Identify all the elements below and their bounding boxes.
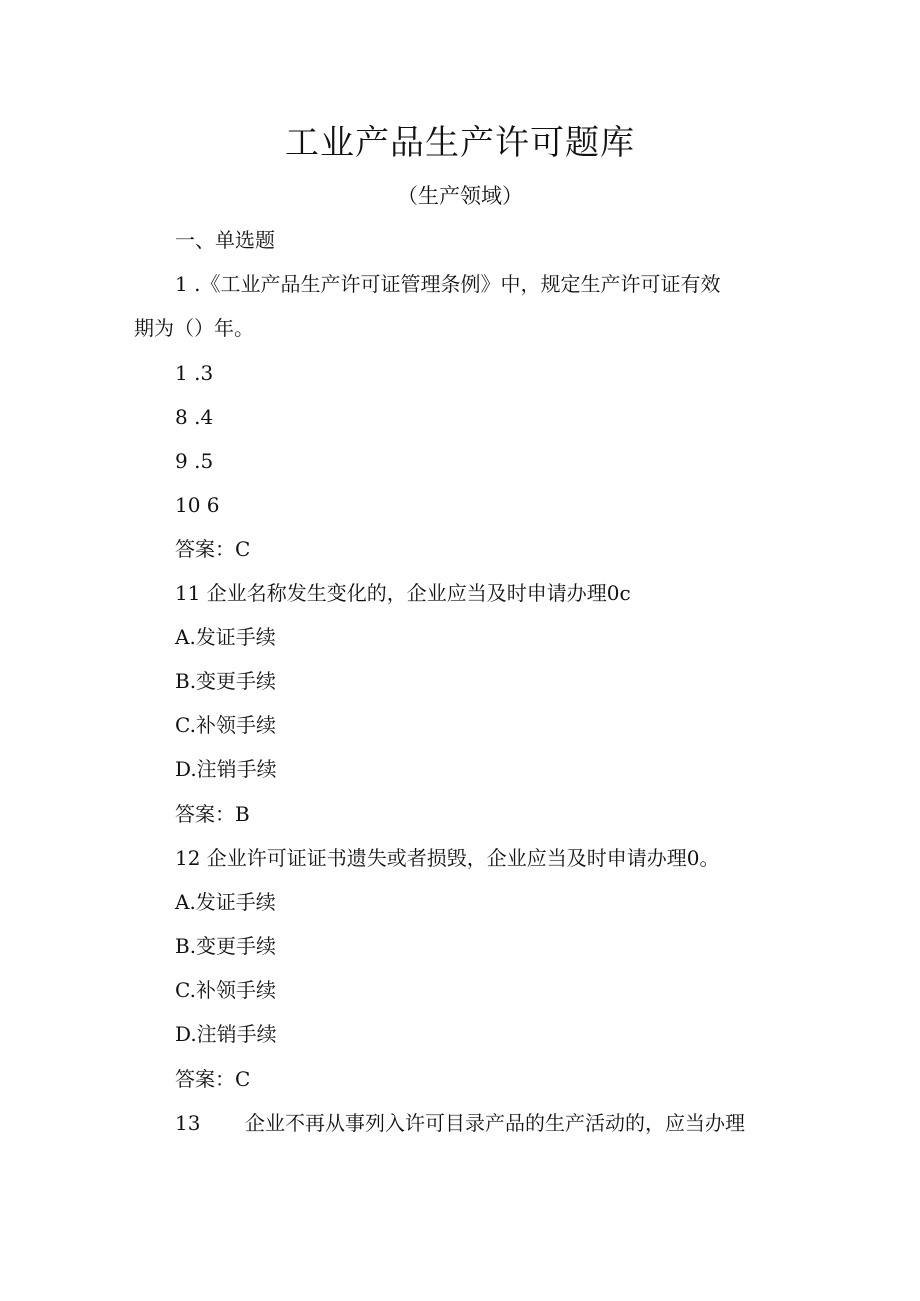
question-13-text: 企业不再从事列入许可目录产品的生产活动的，应当办理 (245, 1111, 745, 1135)
question-1-stem-line1: 1 .《工业产品生产许可证管理条例》中，规定生产许可证有效 (175, 272, 721, 296)
question-1-stem-line2: 期为（）年。 (134, 316, 254, 340)
question-12-option-a: A.发证手续 (175, 890, 276, 914)
question-12-stem: 12 企业许可证证书遗失或者损毁，企业应当及时申请办理0。 (175, 846, 720, 870)
question-12-answer: 答案：C (175, 1067, 251, 1091)
question-13-number: 13 (175, 1111, 201, 1135)
question-11-option-c: C.补领手续 (175, 713, 276, 737)
question-12-option-c: C.补领手续 (175, 978, 276, 1002)
question-1-option-d: 10 6 (175, 493, 220, 517)
question-11-option-a: A.发证手续 (175, 625, 276, 649)
question-12-option-d: D.注销手续 (175, 1022, 277, 1046)
question-1-option-c: 9 .5 (175, 449, 214, 473)
question-12-option-b: B.变更手续 (175, 934, 277, 958)
question-1-option-b: 8 .4 (175, 405, 214, 429)
question-11-stem: 11 企业名称发生变化的，企业应当及时申请办理0c (175, 581, 631, 605)
question-13-stem (175, 1109, 745, 1137)
document-subtitle: （生产领域） (397, 184, 523, 208)
question-1-option-a: 1 .3 (175, 361, 214, 385)
question-11-option-b: B.变更手续 (175, 669, 277, 693)
question-11-option-d: D.注销手续 (175, 757, 277, 781)
question-1-answer: 答案：C (175, 537, 251, 561)
question-11-answer: 答案：B (175, 802, 250, 826)
section-heading: 一、单选题 (175, 228, 275, 252)
document-title: 工业产品生产许可题库 (285, 123, 635, 163)
